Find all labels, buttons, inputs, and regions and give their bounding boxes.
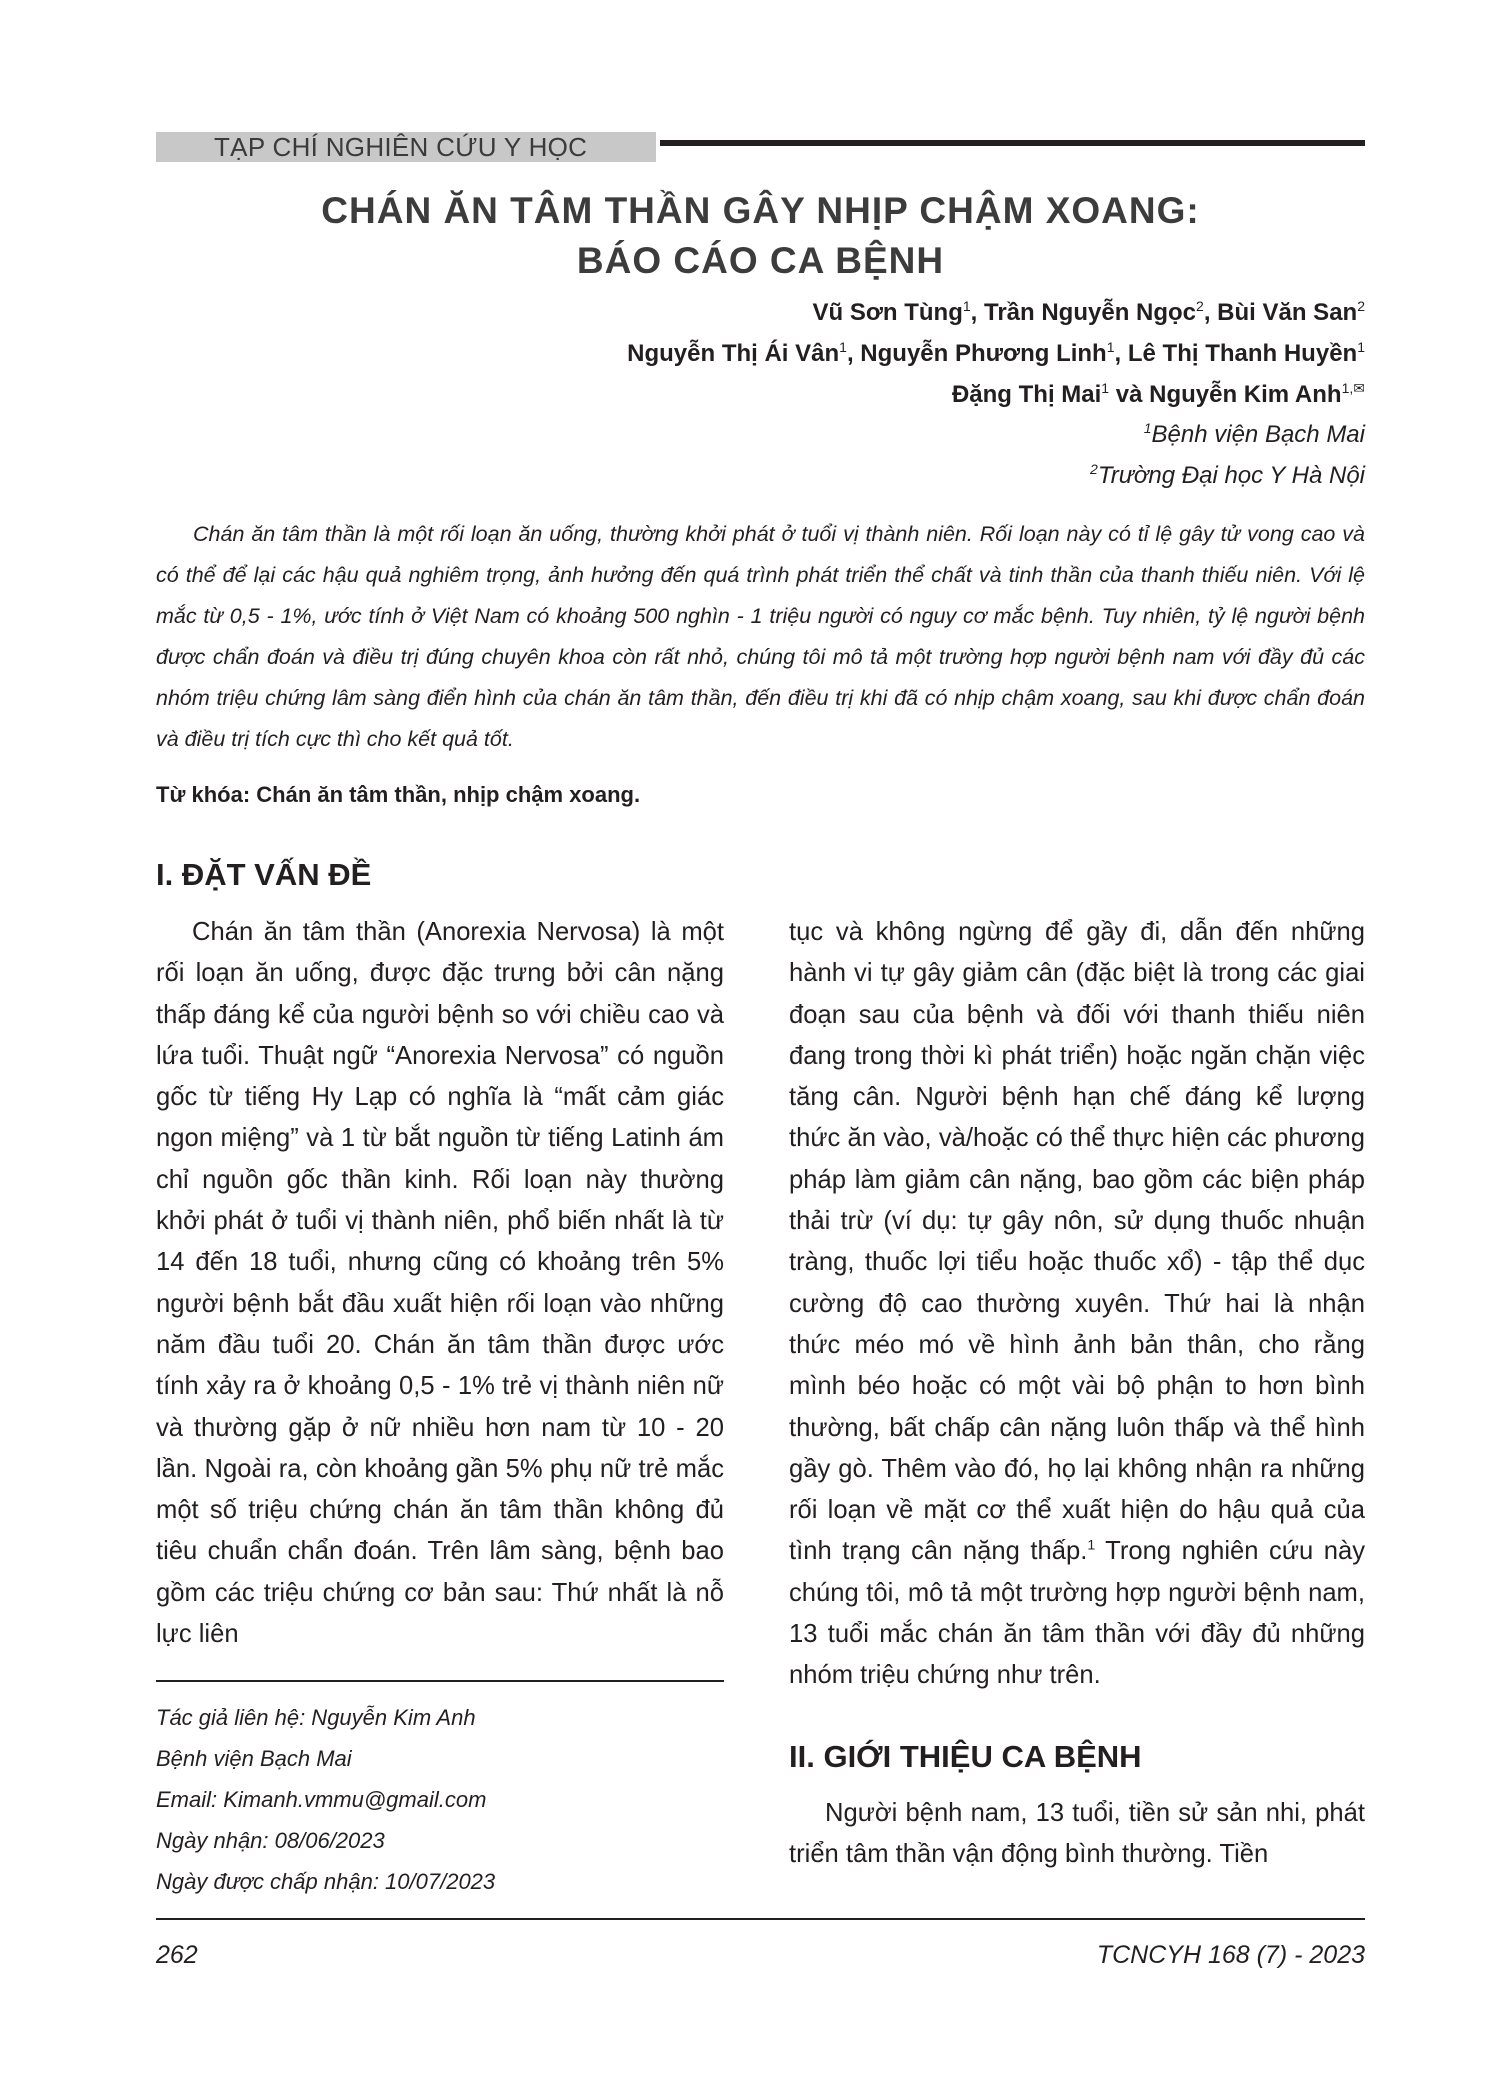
author-affil-marker: 1, [1341, 380, 1354, 396]
author-line-3 [627, 368, 1365, 409]
affiliation-name: Bệnh viện Bạch Mai [1151, 421, 1365, 448]
author-name: Đặng Thị Mai [951, 381, 1102, 408]
title-line-2: BÁO CÁO CA BỆNH [576, 240, 945, 281]
author-line-1: Vũ Sơn Tùng$^1$, Trần Nguyễn Ngọc$^2$, Bùi Văn San$^2$ [812, 298, 1365, 326]
affiliation-name: Trường Đại học Y Hà Nội [1097, 462, 1365, 489]
header-rule [660, 140, 1365, 146]
section-heading-intro: I. ĐẶT VẤN ĐỀ [156, 857, 372, 892]
author-affil-marker: 1 [1101, 380, 1110, 396]
footnote-email: Email: Kimanh.vmmu@gmail.com [156, 1787, 487, 1812]
section-heading-case: II. GIỚI THIỆU CA BỆNH [789, 1739, 1142, 1774]
abstract: Chán ăn tâm thần là một rối loạn ăn uống, thường khởi phát ở tuổi vị thành niên. Rối loạn này có tỉ lệ gây tử vong cao và có thể để lại các hậu quả nghiêm trọng, ảnh hưởng đến quá trình phát triển thể chất và tinh thần của thanh thiếu niên. Với lệ mắc từ 0,5 - 1%, ước tính ở Việt Nam có khoảng 500 nghìn - 1 triệu người có nguy cơ mắc bệnh. Tuy nhiên, tỷ lệ người bệnh được chẩn đoán và điều trị đúng chuyên khoa còn rất nhỏ, chúng tôi mô tả một trường hợp người bệnh nam với đầy đủ các nhóm triệu chứng lâm sàng điển hình của chán ăn tâm thần, đến điều trị khi đã có nhịp chậm xoang, sau khi được chẩn đoán và điều trị tích cực thì cho kết quả tốt. [156, 522, 1365, 751]
title-line-1: CHÁN ĂN TÂM THẦN GÂY NHỊP CHẬM XOANG: [321, 190, 1200, 231]
author-conjunction: và [1109, 381, 1150, 408]
author-list [627, 286, 1365, 409]
author-affil-marker: 1 [962, 298, 971, 314]
author-name: Nguyễn Kim Anh [1149, 381, 1342, 408]
author-affil-marker: 2 [1196, 298, 1204, 314]
footnote-contact: Tác giả liên hệ: Nguyễn Kim Anh [156, 1705, 476, 1730]
author-name: Trần Nguyễn Ngọc [984, 299, 1197, 326]
footnote-received-date: Ngày nhận: 08/06/2023 [156, 1828, 385, 1853]
intro-text-right-end: Trong nghiên cứu này chúng tôi, mô tả một trường hợp người bệnh nam, 13 tuổi mắc chán ăn tâm thần với đầy đủ những nhóm triệu chứng như trên. [789, 1537, 1365, 1690]
journal-name: TẠP CHÍ NGHIÊN CỨU Y HỌC [214, 132, 588, 162]
envelope-icon: ✉ [1353, 380, 1365, 396]
footnote-rule [156, 1680, 724, 1682]
citation-marker: 1 [1087, 1536, 1096, 1553]
author-affil-marker: 1 [1357, 339, 1365, 355]
author-name: Nguyễn Phương Linh [860, 340, 1107, 367]
author-affil-marker: 1 [1106, 339, 1115, 355]
author-name: Vũ Sơn Tùng [812, 299, 963, 326]
footnote-institution: Bệnh viện Bạch Mai [156, 1746, 352, 1771]
affiliation-list [1090, 408, 1365, 490]
case-text: Người bệnh nam, 13 tuổi, tiền sử sản nhi, phát triển tâm thần vận động bình thường. Tiền [789, 1799, 1365, 1869]
author-line-2: Nguyễn Thị Ái Vân$^1$, Nguyễn Phương Linh$^1$, Lê Thị Thanh Huyền$^1$ [627, 339, 1365, 367]
article-title [156, 186, 1365, 286]
affiliation-item [1090, 408, 1365, 449]
page-number: 262 [156, 1941, 198, 1969]
author-name: Bùi Văn San [1217, 299, 1358, 326]
intro-text-right-body: tục và không ngừng để gầy đi, dẫn đến những hành vi tự gây giảm cân (đặc biệt là trong các giai đoạn sau của bệnh và đối với thanh thiếu niên đang trong thời kì phát triển) hoặc ngăn chặn việc tăng cân. Người bệnh hạn chế đáng kể lượng thức ăn vào, và/hoặc có thể thực hiện các phương pháp làm giảm cân nặng, bao gồm các biện pháp thải trừ (ví dụ: tự gây nôn, sử dụng thuốc nhuận tràng, thuốc lợi tiểu hoặc thuốc xổ) - tập thể dục cường độ cao thường xuyên. Thứ hai là nhận thức méo mó về hình ảnh bản thân, cho rằng mình béo hoặc có một vài bộ phận to hơn bình thường, bất chấp cân nặng luôn thấp và thể hình gầy gò. Thêm vào đó, họ lại không nhận ra những rối loạn về mặt cơ thể xuất hiện do hậu quả của tình trạng cân nặng thấp. [789, 918, 1365, 1566]
affiliation-marker: 1 [1143, 420, 1152, 436]
author-affil-marker: 2 [1357, 298, 1365, 314]
author-affil-marker: 1 [839, 339, 847, 355]
affiliation-item [1090, 449, 1365, 490]
author-name: Lê Thị Thanh Huyền [1127, 340, 1358, 367]
author-name: Nguyễn Thị Ái Vân [627, 340, 840, 367]
journal-reference: TCNCYH 168 (7) - 2023 [1096, 1941, 1365, 1969]
corresponding-author-note [156, 1697, 495, 1902]
keywords: Từ khóa: Chán ăn tâm thần, nhịp chậm xoang. [156, 782, 641, 807]
footnote-accepted-date: Ngày được chấp nhận: 10/07/2023 [156, 1869, 496, 1894]
intro-text-left: Chán ăn tâm thần (Anorexia Nervosa) là một rối loạn ăn uống, được đặc trưng bởi cân nặng thấp đáng kể của người bệnh so với chiều cao và lứa tuổi. Thuật ngữ “Anorexia Nervosa” có nguồn gốc từ tiếng Hy Lạp có nghĩa là “mất cảm giác ngon miệng” và 1 từ bắt nguồn từ tiếng Latinh ám chỉ nguồn gốc thần kinh. Rối loạn này thường khởi phát ở tuổi vị thành niên, phổ biến nhất là từ 14 đến 18 tuổi, nhưng cũng có khoảng trên 5% người bệnh bắt đầu xuất hiện rối loạn vào những năm đầu tuổi 20. Chán ăn tâm thần được ước tính xảy ra ở khoảng 0,5 - 1% trẻ vị thành niên nữ và thường gặp ở nữ nhiều hơn nam từ 10 - 20 lần. Ngoài ra, còn khoảng gần 5% phụ nữ trẻ mắc một số triệu chứng chán ăn tâm thần không đủ tiêu chuẩn chẩn đoán. Trên lâm sàng, bệnh bao gồm các triệu chứng cơ bản sau: Thứ nhất là nỗ lực liên [156, 918, 724, 1649]
affiliation-marker: 2 [1090, 461, 1098, 477]
intro-text-right [789, 912, 1365, 1697]
footer-rule [156, 1918, 1365, 1920]
